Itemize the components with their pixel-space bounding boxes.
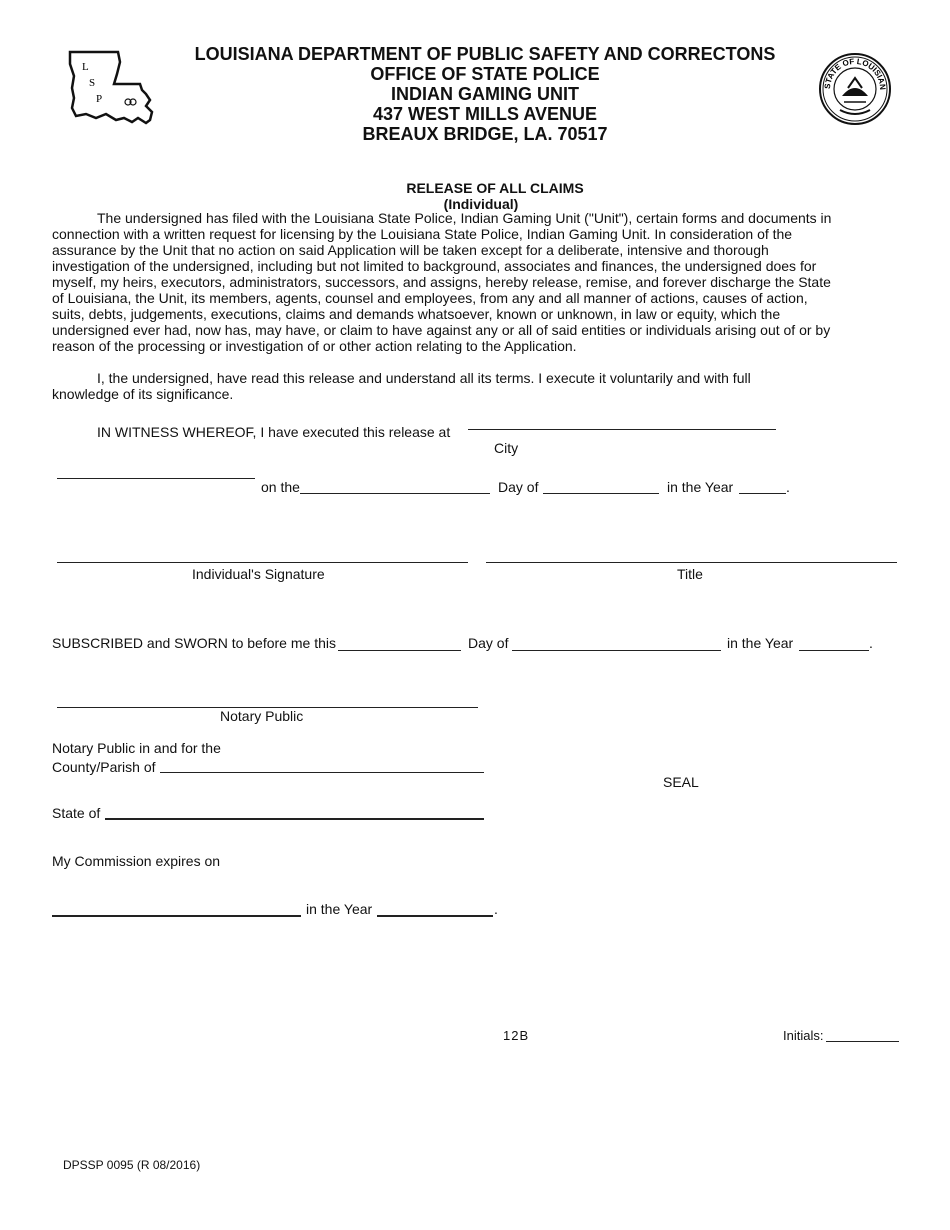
individual-signature-label: Individual's Signature [192,566,325,582]
city-field[interactable] [468,429,776,430]
state-of-field[interactable] [105,818,484,820]
header-line-4: 437 WEST MILLS AVENUE [372,104,598,124]
logo-letter-p: P [96,93,103,105]
initials-label: Initials: [783,1028,824,1043]
sworn-in-the-year-label: in the Year [727,635,794,651]
sworn-day-of-label: Day of [468,635,509,651]
sworn-period: . [869,635,873,651]
logo-letter-l: L [82,61,89,73]
header-line-3: INDIAN GAMING UNIT [391,84,579,104]
witness-in-the-year-label: in the Year [667,479,734,495]
release-paragraph: The undersigned has filed with the Louisiana State Police, Indian Gaming Unit ("Unit"), certain forms and documents in connection with a written request for licensing by the Louisiana State Police, Indian Gaming Unit. In consideration of the assurance by the Unit that no action on said Application will be taken except for a deliberate, intensive and thorough investigation of the undersigned, including but not limited to background, associates and finances, the undersigned does for myself, my heirs, executors, administrators, successors, and assigns, hereby release, remise, and forever discharge the State of Louisiana, the Unit, its members, agents, counsel and employees, from any and all manner of actions, causes of action, suits, debts, judgements, executions, claims and demands whatsoever, known or unknown, in law or equity, which the undersigned ever had, now has, may have, or claim to have against any or all of said entities or individuals arising out of or by reason of the processing or investigation of or other action relating to the Application. [52,210,832,354]
title-label: Title [677,566,703,582]
city-label: City [494,440,519,456]
individual-signature-field[interactable] [57,562,468,563]
city-state-field[interactable] [57,478,255,479]
sworn-year-field[interactable] [799,650,869,651]
commission-date-field[interactable] [52,915,301,917]
witness-day-field[interactable] [300,493,490,494]
state-seal [818,52,892,126]
initials-field[interactable] [826,1041,899,1042]
state-seal-icon [818,52,892,126]
header-line-5: BREAUX BRIDGE, LA. 70517 [362,124,608,144]
county-parish-label: County/Parish of [52,759,156,775]
form-number: DPSSP 0095 (R 08/2016) [63,1158,201,1172]
witness-day-of-label: Day of [498,479,539,495]
logo-letter-s: S [89,77,96,89]
sworn-text: SUBSCRIBED and SWORN to before me this [52,635,336,651]
state-of-label: State of [52,805,101,821]
page-code: 12B [503,1028,530,1043]
commission-year-field[interactable] [377,915,493,917]
seal-text: STATE OF LOUISIAN [822,56,888,91]
sworn-month-field[interactable] [512,650,721,651]
sworn-day-field[interactable] [338,650,461,651]
header-line-1: LOUISIANA DEPARTMENT OF PUBLIC SAFETY AND CORRECTONS [194,44,776,64]
header-line-2: OFFICE OF STATE POLICE [370,64,600,84]
document-subtitle: (Individual) [443,196,519,212]
commission-expires-label: My Commission expires on [52,853,221,869]
acknowledgement-paragraph: I, the undersigned, have read this release and understand all its terms. I execute it voluntarily and with full knowledge of its significance. [52,370,751,402]
witness-period: . [786,479,790,495]
commission-period: . [494,901,498,917]
notary-public-label: Notary Public [220,708,304,724]
on-the-label: on the [261,479,300,495]
notary-in-and-for-label: Notary Public in and for the [52,740,221,756]
witness-year-field[interactable] [739,493,786,494]
title-field[interactable] [486,562,897,563]
seal-label: SEAL [663,774,699,790]
document-title: RELEASE OF ALL CLAIMS [406,180,584,196]
commission-in-the-year-label: in the Year [306,901,373,917]
witness-intro: IN WITNESS WHEREOF, I have executed this release at [97,424,451,440]
county-parish-field[interactable] [160,772,484,773]
witness-month-field[interactable] [543,493,659,494]
